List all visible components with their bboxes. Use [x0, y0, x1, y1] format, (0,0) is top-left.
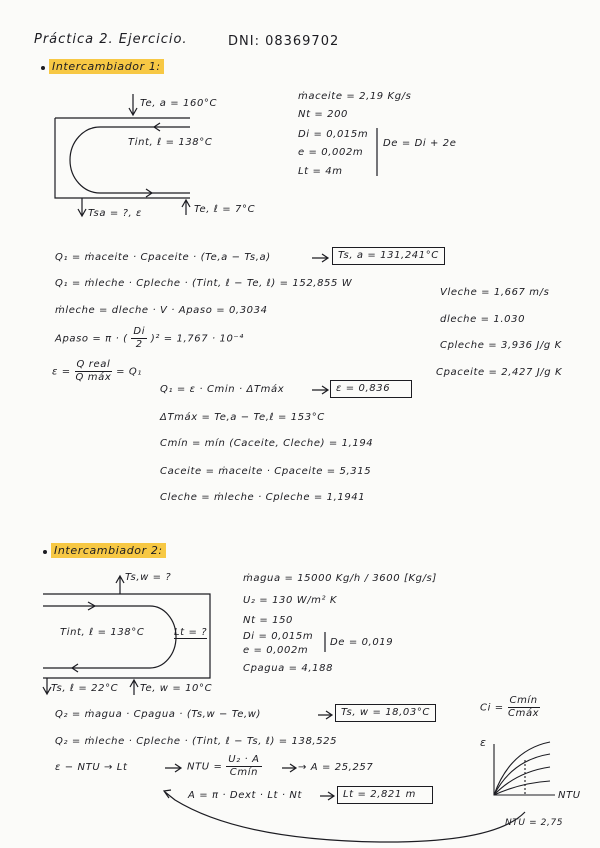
lt-result: Lt = 2,821 m [337, 786, 433, 804]
inlet-milk-temp: Te, ℓ = 7°C [194, 204, 256, 215]
delta-t-max: ΔTmáx = Te,a − Te,ℓ = 153°C [160, 412, 325, 423]
prop-2: dleche = 1.030 [440, 314, 526, 325]
de-value: De = 0,019 [330, 637, 394, 648]
page-title: Práctica 2. Ejercicio. [34, 32, 188, 47]
graph-y-label: ε [480, 736, 487, 749]
caceite-equation: Caceite = ṁaceite · Cpaceite = 5,315 [160, 466, 372, 477]
ntu-value-note: NTU = 2,75 [505, 818, 564, 828]
milk-outlet-temp: Ts, ℓ = 22°C [51, 683, 119, 694]
ntu-method: ε − NTU → Lt [55, 762, 128, 773]
ts-w-result: Ts, w = 18,03°C [335, 704, 436, 722]
area-result: → A = 25,257 [298, 762, 374, 773]
water-outlet-temp: Ts,w = ? [125, 572, 172, 583]
given-water-2: U₂ = 130 W/m² K [243, 595, 338, 606]
outlet-oil-temp: Tsa = ?, ε [88, 208, 143, 219]
water-inlet-temp: Te, w = 10°C [140, 683, 213, 694]
given-1: ṁaceite = 2,19 Kg/s [298, 91, 412, 102]
q2-milk-equation: Q₂ = ṁleche · Cpleche · (Tint, ℓ − Ts, ℓ) = 138,525 [55, 736, 338, 747]
section-heading-hx1: Intercambiador 1: [49, 61, 164, 72]
area-equation-2: A = π · Dext · Lt · Nt [188, 790, 302, 801]
q1-milk-equation: Q₁ = ṁleche · Cpleche · (Tint, ℓ − Te, ℓ) = 152,855 W [55, 278, 353, 289]
q1-effectiveness-equation: Q₁ = ε · Cmin · ΔTmáx [160, 384, 285, 395]
tube-length-unknown: Lt = ? [174, 627, 208, 638]
given-5: Lt = 4m [298, 166, 343, 177]
prop-1: Vleche = 1,667 m/s [440, 287, 550, 298]
area-equation: Apaso = π · ( $\frac{Di}{2}$ )² = 1,767 · 10⁻⁴ [55, 326, 244, 350]
prop-4: Cpaceite = 2,427 J/g K [436, 367, 563, 378]
section-heading-hx2: Intercambiador 2: [51, 545, 166, 556]
cleche-equation: Cleche = ṁleche · Cpleche = 1,1941 [160, 492, 366, 503]
given-2: Nt = 200 [298, 109, 349, 120]
milk-mass-flow: ṁleche = dleche · V · Apaso = 0,3034 [55, 305, 268, 316]
graph-x-label: NTU [558, 790, 581, 801]
student-id: DNI: 08369702 [228, 34, 340, 49]
cmin-equation: Cmín = mín (Caceite, Cleche) = 1,194 [160, 438, 374, 449]
q2-water-equation: Q₂ = ṁagua · Cpagua · (Ts,w − Te,w) [55, 709, 262, 720]
given-4: e = 0,002m [298, 147, 364, 158]
curve-4 [494, 781, 550, 795]
given-water-4: Di = 0,015m [243, 631, 314, 642]
inlet-oil-temp: Te, a = 160°C [140, 98, 218, 109]
effectiveness-result: ε = 0,836 [330, 380, 412, 398]
milk-internal-temp-2: Tint, ℓ = 138°C [60, 627, 145, 638]
ci-definition: Ci = Cmín Cmáx [480, 695, 540, 719]
given-water-6: Cpagua = 4,188 [243, 663, 334, 674]
prop-3: Cpleche = 3,936 J/g K [440, 340, 562, 351]
effectiveness-definition: ε = Q real Q máx = Q₁ [52, 359, 142, 383]
de-formula: De = Di + 2e [383, 138, 457, 149]
q1-oil-equation: Q₁ = ṁaceite · Cpaceite · (Te,a − Ts,a) [55, 252, 271, 263]
given-water-5: e = 0,002m [243, 645, 309, 656]
ts-a-result: Ts, a = 131,241°C [332, 247, 445, 265]
milk-internal-temp: Tint, ℓ = 138°C [128, 137, 213, 148]
ntu-equation: NTU = U₂ · A Cmín [187, 754, 260, 778]
given-water-3: Nt = 150 [243, 615, 294, 626]
given-water-1: ṁagua = 15000 Kg/h / 3600 [Kg/s] [243, 573, 437, 584]
given-3: Di = 0,015m [298, 129, 369, 140]
